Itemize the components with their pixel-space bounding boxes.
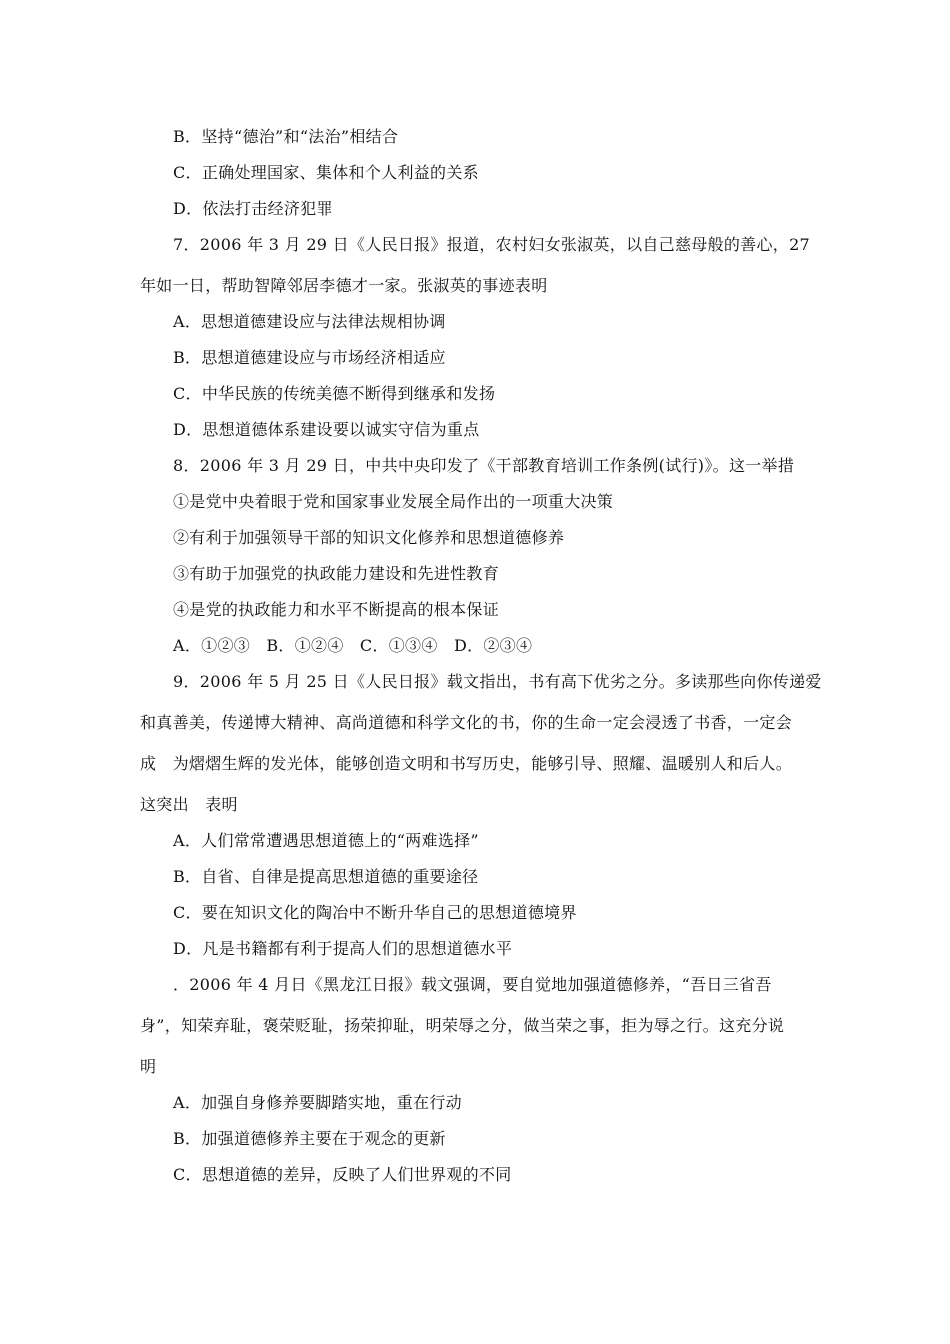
question-9-stem-line-3: 成 为熠熠生辉的发光体，能够创造文明和书写历史，能够引导、照耀、温暖别人和后人。: [140, 754, 793, 773]
option-c-q10: C．思想道德的差异，反映了人们世界观的不同: [173, 1165, 512, 1184]
question-9-stem-line-2: 和真善美，传递博大精神、高尚道德和科学文化的书，你的生命一定会浸透了书香，一定会: [140, 713, 793, 732]
option-c-q7: C．中华民族的传统美德不断得到继承和发扬: [173, 384, 496, 403]
option-d-q7: D．思想道德体系建设要以诚实守信为重点: [173, 420, 480, 439]
option-b-q7: B．思想道德建设应与市场经济相适应: [173, 348, 446, 367]
option-b-q6: B．坚持“德治”和“法治”相结合: [173, 127, 399, 146]
question-10-stem-line-2: 身”，知荣弃耻，褒荣贬耻，扬荣抑耻，明荣辱之分，做当荣之事，拒为辱之行。这充分说: [140, 1016, 785, 1035]
question-8-stem: 8．2006 年 3 月 29 日，中共中央印发了《干部教育培训工作条例(试行)》。这一举措: [173, 456, 795, 475]
statement-1-q8: ①是党中央着眼于党和国家事业发展全局作出的一项重大决策: [173, 492, 614, 511]
option-a-q7: A．思想道德建设应与法律法规相协调: [173, 312, 446, 331]
question-9-stem-line-1: 9．2006 年 5 月 25 日《人民日报》载文指出，书有高下优劣之分。多读那些向你传递爱: [173, 672, 822, 691]
option-b-q10: B．加强道德修养主要在于观念的更新: [173, 1129, 446, 1148]
question-9-stem-line-4: 这突出 表明: [140, 795, 238, 814]
statement-4-q8: ④是党的执政能力和水平不断提高的根本保证: [173, 600, 500, 619]
question-7-stem-line-2: 年如一日，帮助智障邻居李德才一家。张淑英的事迹表明: [140, 276, 548, 295]
option-d-q6: D．依法打击经济犯罪: [173, 199, 333, 218]
question-7-stem-line-1: 7．2006 年 3 月 29 日《人民日报》报道，农村妇女张淑英，以自己慈母般的善心，27: [173, 235, 811, 254]
option-a-q10: A．加强自身修养要脚踏实地，重在行动: [173, 1093, 462, 1112]
statement-2-q8: ②有利于加强领导干部的知识文化修养和思想道德修养: [173, 528, 565, 547]
question-10-stem-line-1: ．2006 年 4 月日《黑龙江日报》载文强调，要自觉地加强道德修养，“吾日三省吾: [173, 975, 772, 994]
option-c-q6: C．正确处理国家、集体和个人利益的关系: [173, 163, 479, 182]
options-q8: A．①②③ B．①②④ C．①③④ D．②③④: [173, 636, 533, 655]
statement-3-q8: ③有助于加强党的执政能力建设和先进性教育: [173, 564, 500, 583]
option-b-q9: B．自省、自律是提高思想道德的重要途径: [173, 867, 479, 886]
option-c-q9: C．要在知识文化的陶冶中不断升华自己的思想道德境界: [173, 903, 577, 922]
question-10-stem-line-3: 明: [140, 1057, 157, 1076]
option-d-q9: D．凡是书籍都有利于提高人们的思想道德水平: [173, 939, 513, 958]
option-a-q9: A．人们常常遭遇思想道德上的“两难选择”: [173, 831, 479, 850]
